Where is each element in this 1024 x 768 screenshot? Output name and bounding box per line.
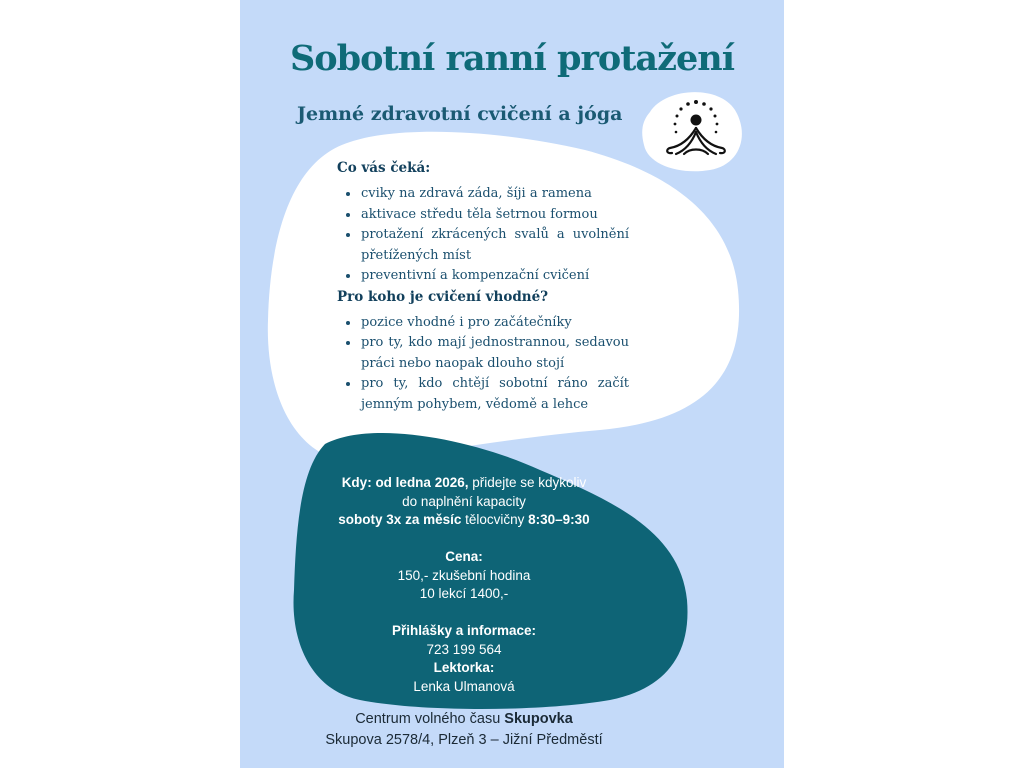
instructor-label-text: Lektorka: [433, 660, 495, 675]
page-title: Sobotní ranní protažení [289, 38, 734, 79]
when-text: přidejte se kdykoliv [468, 475, 587, 490]
contact-label-text: Přihlášky a informace: [391, 623, 537, 638]
price-label-text: Cena: [445, 549, 483, 564]
phone-number: 723 199 564 [426, 641, 502, 657]
venue-prefix: Centrum volného času [355, 711, 505, 727]
schedule-days: soboty 3x za měsíc [338, 512, 462, 527]
when-line [310, 474, 618, 493]
price-trial: 150,- zkušební hodina [397, 567, 531, 583]
instructor-name: Lenka Ulmanová [413, 678, 515, 694]
for-whom-list [337, 313, 629, 416]
venue-line [240, 709, 688, 730]
list-item: protažení zkrácených svalů a uvolnění přetížených míst [361, 225, 629, 266]
instructor-label [310, 659, 618, 678]
list-item: preventivní a kompenzační cvičení [361, 266, 629, 287]
when-label: Kdy: od ledna 2026, [341, 475, 469, 490]
poster [240, 0, 784, 768]
venue-footer [240, 709, 688, 751]
contact-label [310, 622, 618, 641]
venue-name: Skupovka [504, 711, 573, 727]
list-item: pro ty, kdo chtějí sobotní ráno začít jemným pohybem, vědomě a lehce [361, 374, 629, 415]
schedule-place: tělocvičny [461, 512, 529, 527]
meditation-lotus-icon [660, 98, 732, 162]
subtitle: Jemné zdravotní cvičení a jóga [297, 103, 623, 125]
schedule-time: 8:30–9:30 [528, 512, 590, 527]
event-info [310, 474, 618, 696]
what-list [337, 184, 629, 287]
section-heading-what: Co vás čeká: [337, 160, 431, 176]
list-item: cviky na zdravá záda, šíji a ramena [361, 184, 629, 205]
list-item: pro ty, kdo mají jednostrannou, sedavou práci nebo naopak dlouho stojí [361, 333, 629, 374]
program-description [337, 160, 629, 415]
venue-address: Skupova 2578/4, Plzeň 3 – Jižní Předměstí [325, 732, 603, 748]
schedule-line [310, 511, 618, 530]
price-pack: 10 lekcí 1400,- [419, 586, 509, 601]
list-item: aktivace středu těla šetrnou formou [361, 205, 629, 226]
price-label [310, 548, 618, 567]
section-heading-for-whom: Pro koho je cvičení vhodné? [337, 288, 549, 305]
list-item: pozice vhodné i pro začátečníky [361, 313, 629, 334]
when-line-2: do naplnění kapacity [402, 493, 526, 509]
